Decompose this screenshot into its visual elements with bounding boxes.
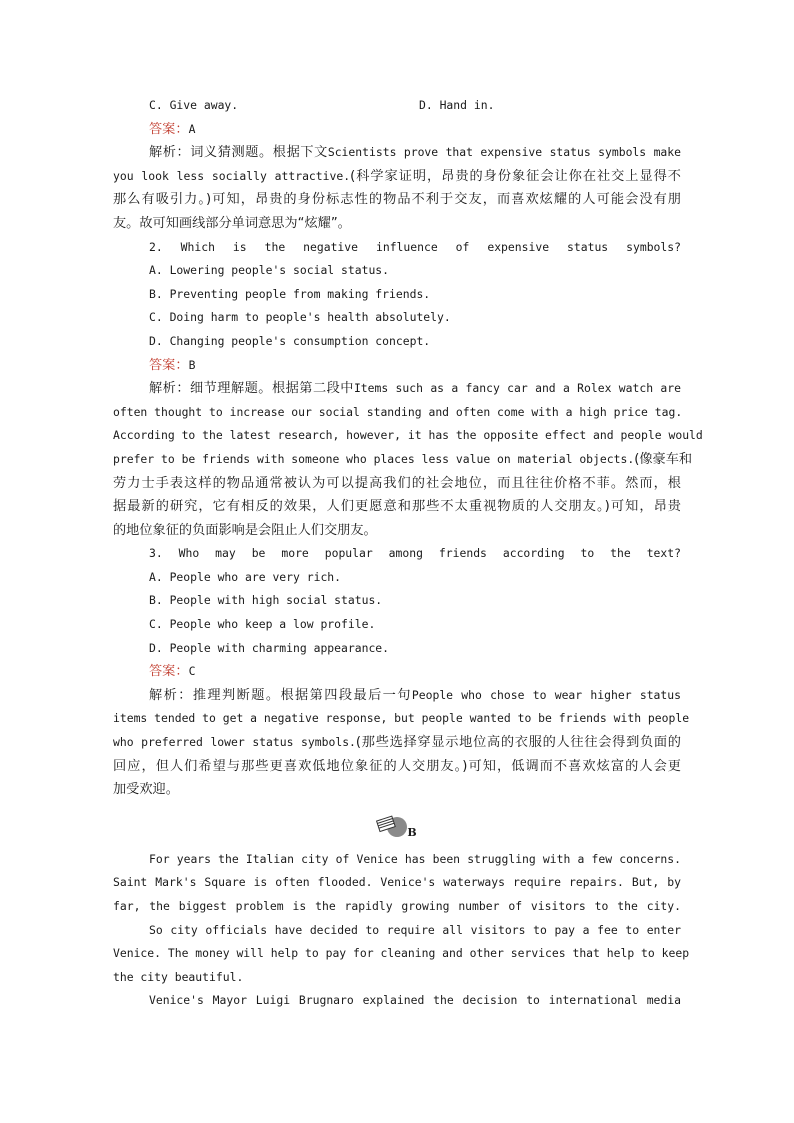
answer-value: A: [188, 121, 196, 136]
q3-analysis-line-5: 加受欢迎。: [113, 782, 179, 798]
passage-b-p1-line-3: far, the biggest problem is the rapidly growing number of visitors to the city.: [113, 899, 681, 913]
document-page: [113, 94, 703, 1013]
q2-analysis-line-7: 的地位象征的负面影响是会阻止人们交朋友。: [113, 522, 377, 538]
q3-option-c: C. People who keep a low profile.: [149, 617, 376, 632]
q3-answer: [113, 660, 681, 684]
q1-options-row: [113, 94, 681, 118]
q2-answer: [113, 354, 681, 378]
q3-option-d: D. People with charming appearance.: [149, 640, 390, 655]
section-letter: B: [407, 826, 417, 840]
q2-analysis-line-5: 劳力士手表这样的物品通常被认为可以提高我们的社会地位，而且往往价格不菲。然而，根: [113, 475, 681, 491]
q1-option-c: C. Give away.: [149, 98, 239, 112]
q2-option-d: D. Changing people's consumption concept.: [149, 333, 431, 348]
q3-analysis-line-1: 解析：推理判断题。根据第四段最后一句People who chose to wear higher status: [149, 687, 681, 703]
answer-value: B: [188, 357, 196, 372]
passage-b-p2-line-1: So city officials have decided to require all visitors to pay a fee to enter: [149, 922, 681, 937]
q2-stem: 2. Which is the negative influence of expensive status symbols?: [149, 239, 681, 254]
passage-b-p2-line-2: Venice. The money will help to pay for cleaning and other services that help to keep: [113, 946, 690, 961]
answer-label: 答案：: [149, 357, 189, 373]
answer-label: 答案：: [149, 664, 189, 680]
q2-analysis-line-4: prefer to be friends with someone who places less value on material objects.(像豪车和: [113, 451, 693, 467]
q1-analysis-line-3: 那么有吸引力。)可知，昂贵的身份标志性的物品不利于交友，而喜欢炫耀的人可能会没有朋: [113, 192, 681, 208]
section-emblem-icon: [375, 810, 409, 840]
passage-b-p3-line-1: Venice's Mayor Luigi Brugnaro explained the decision to international media: [149, 993, 681, 1008]
q1-option-d: D. Hand in.: [419, 98, 495, 112]
q2-option-c: C. Doing harm to people's health absolutely.: [149, 310, 451, 325]
q2-analysis-line-6: 据最新的研究，它有相反的效果，人们更愿意和那些不太重视物质的人交朋友。)可知，昂贵: [113, 499, 681, 515]
q2-option-a: A. Lowering people's social status.: [149, 263, 390, 278]
answer-label: 答案：: [149, 121, 189, 137]
q3-analysis-line-4: 回应，但人们希望与那些更喜欢低地位象征的人交朋友。)可知，低调而不喜欢炫富的人会更: [113, 758, 681, 774]
section-b-marker: [113, 804, 681, 846]
q2-option-b: B. Preventing people from making friends.: [149, 286, 431, 301]
q1-analysis-line-4: 友。故可知画线部分单词意思为“炫耀”。: [113, 215, 351, 231]
q3-option-a: A. People who are very rich.: [149, 569, 342, 584]
q3-stem: 3. Who may be more popular among friends according to the text?: [149, 546, 681, 561]
q3-analysis-line-2: items tended to get a negative response, but people wanted to be friends with people: [113, 711, 690, 726]
q1-analysis-line-1: 解析：词义猜测题。根据下文Scientists prove that expensive status symbols make: [149, 145, 682, 161]
q1-analysis-line-2: you look less socially attractive.(科学家证明，昂贵的身份象征会让你在社交上显得不: [113, 168, 681, 184]
passage-b-p1-line-2: Saint Mark's Square is often flooded. Venice's waterways require repairs. But, by: [113, 875, 681, 890]
q3-option-b: B. People with high social status.: [149, 593, 383, 608]
q2-analysis-line-1: 解析：细节理解题。根据第二段中Items such as a fancy car and a Rolex watch are: [149, 381, 681, 397]
q1-answer: [113, 118, 681, 142]
passage-b-p1-line-1: For years the Italian city of Venice has been struggling with a few concerns.: [149, 851, 681, 866]
answer-value: C: [188, 664, 196, 679]
q2-analysis-line-2: often thought to increase our social standing and often come with a high price tag.: [113, 404, 683, 419]
q2-analysis-line-3: According to the latest research, however, it has the opposite effect and people would: [113, 428, 703, 443]
passage-b-p2-line-3: the city beautiful.: [113, 969, 244, 984]
q3-analysis-line-3: who preferred lower status symbols.(那些选择穿显示地位高的衣服的人往往会得到负面的: [113, 735, 681, 751]
